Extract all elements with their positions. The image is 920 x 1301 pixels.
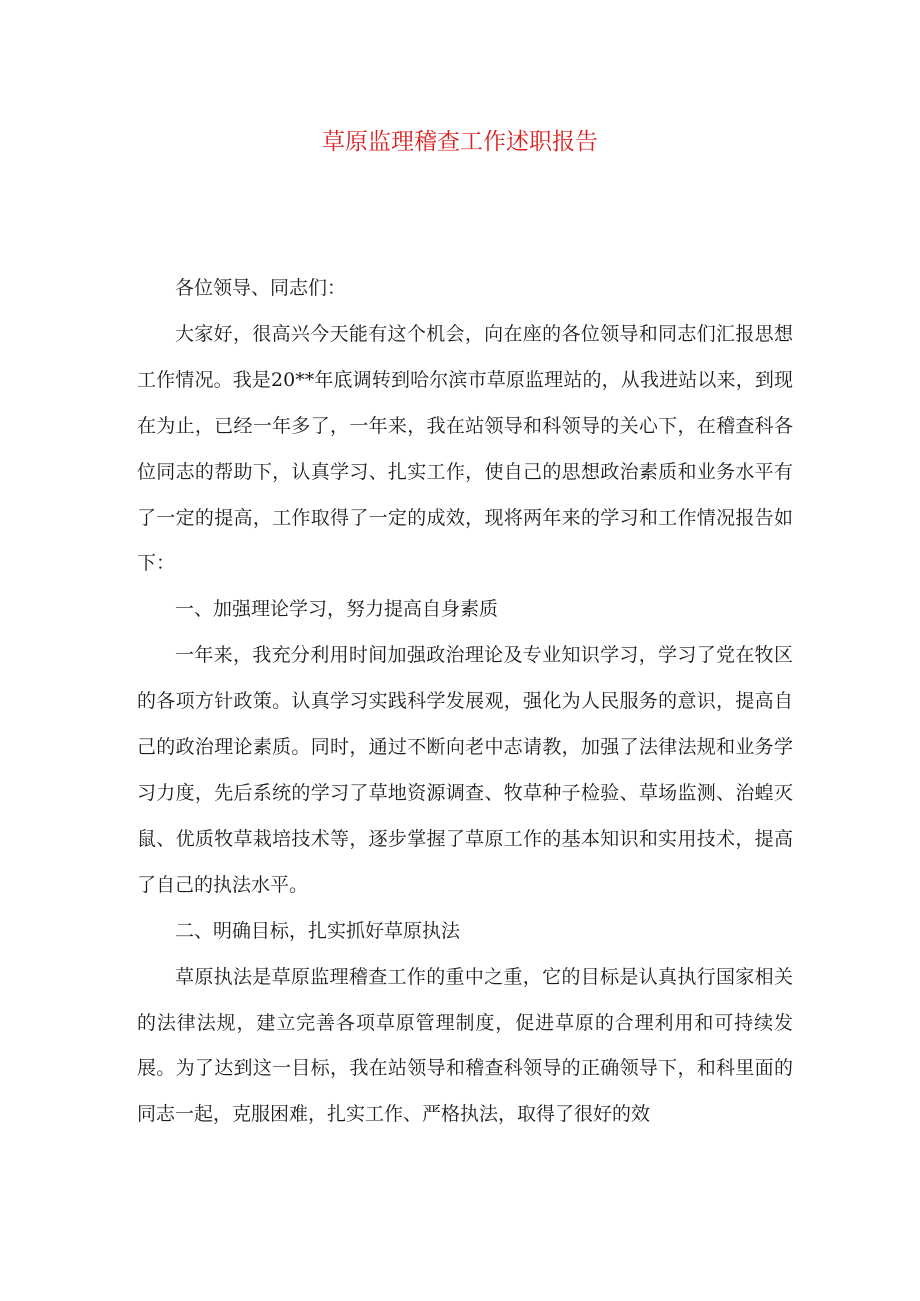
document-title: 草原监理稽查工作述职报告	[322, 129, 598, 155]
section-2-paragraph: 草原执法是草原监理稽查工作的重中之重，它的目标是认真执行国家相关的法律法规，建立完善各项草原管理制度，促进草原的合理利用和可持续发展。为了达到这一目标，我在站领导和稽查科领导的正确领导下，和科里面的同志一起，克服困难，扎实工作、严格执法，取得了很好的效	[137, 965, 793, 1126]
section-heading-2: 二、明确目标，扎实抓好草原执法	[175, 919, 461, 942]
document-body	[137, 266, 793, 1138]
section-1-paragraph: 一年来，我充分利用时间加强政治理论及专业知识学习，学习了党在牧区的各项方针政策。认真学习实践科学发展观，强化为人民服务的意识，提高自己的政治理论素质。同时，通过不断向老中志请教，加强了法律法规和业务学习力度，先后系统的学习了草地资源调查、牧草种子检验、草场监测、治蝗灭鼠、优质牧草栽培技术等，逐步掌握了草原工作的基本知识和实用技术，提高了自己的执法水平。	[137, 644, 793, 896]
section-heading-1: 一、加强理论学习，努力提高自身素质	[175, 598, 499, 621]
greeting-paragraph: 各位领导、同志们：	[175, 277, 347, 299]
intro-paragraph: 大家好，很高兴今天能有这个机会，向在座的各位领导和同志们汇报思想工作情况。我是20**年底调转到哈尔滨市草原监理站的，从我进站以来，到现在为止，已经一年多了，一年来，我在站领导和科领导的关心下，在稽查科各位同志的帮助下，认真学习、扎实工作，使自己的思想政治素质和业务水平有了一定的提高，工作取得了一定的成效，现将两年来的学习和工作情况报告如下：	[137, 322, 793, 575]
